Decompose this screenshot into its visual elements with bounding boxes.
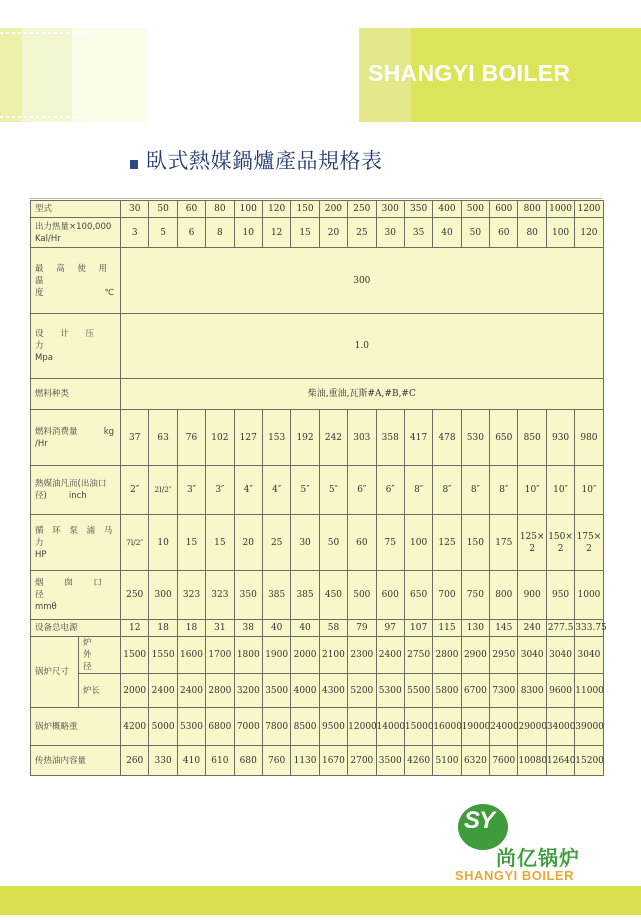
table-cell: 2800 bbox=[433, 637, 461, 674]
table-cell: 850 bbox=[518, 410, 546, 466]
logo-english-name: SHANGYI BOILER bbox=[455, 868, 574, 883]
table-cell: 240 bbox=[518, 620, 546, 637]
table-cell: 760 bbox=[262, 746, 290, 776]
table-cell: 24000 bbox=[490, 708, 518, 746]
cell-value: 2 bbox=[529, 543, 536, 554]
table-cell: 2100 bbox=[319, 637, 347, 674]
table-cell: 1000 bbox=[546, 201, 574, 218]
table-cell: 2950 bbox=[490, 637, 518, 674]
table-cell: 450 bbox=[319, 571, 347, 620]
header-decoration-left bbox=[0, 28, 148, 122]
table-cell: 800 bbox=[518, 201, 546, 218]
table-cell: 500 bbox=[348, 571, 376, 620]
table-cell: 4260 bbox=[404, 746, 432, 776]
table-cell: 11000 bbox=[575, 674, 603, 708]
row-label bbox=[31, 248, 121, 314]
table-cell: 58 bbox=[319, 620, 347, 637]
table-cell: 6 bbox=[177, 218, 205, 248]
table-cell: 650 bbox=[490, 410, 518, 466]
table-cell: 2700 bbox=[348, 746, 376, 776]
cell-label-text: 最 高 使 用 温 bbox=[35, 263, 113, 286]
table-cell: 1130 bbox=[291, 746, 319, 776]
cell-value: 125× bbox=[519, 531, 545, 542]
table-cell: 8″ bbox=[433, 466, 461, 515]
table-cell: 3040 bbox=[546, 637, 574, 674]
table-cell: 1500 bbox=[121, 637, 149, 674]
table-cell: 600 bbox=[376, 571, 404, 620]
table-cell: 15 bbox=[206, 515, 234, 571]
table-cell: 60 bbox=[348, 515, 376, 571]
table-cell: 900 bbox=[518, 571, 546, 620]
row-label bbox=[31, 515, 121, 571]
table-cell: 102 bbox=[206, 410, 234, 466]
header-brand-text: SHANGYI BOILER bbox=[368, 60, 571, 86]
celsius-unit: ℃ bbox=[104, 287, 115, 298]
unit-text: inch bbox=[68, 491, 87, 501]
table-cell: 2800 bbox=[206, 674, 234, 708]
table-cell: 478 bbox=[433, 410, 461, 466]
table-cell: 950 bbox=[546, 571, 574, 620]
table-cell: 250 bbox=[348, 201, 376, 218]
table-cell: 242 bbox=[319, 410, 347, 466]
table-cell: 15 bbox=[291, 218, 319, 248]
table-cell: 3 bbox=[121, 218, 149, 248]
table-row bbox=[31, 746, 604, 776]
table-cell: 10″ bbox=[546, 466, 574, 515]
row-label bbox=[31, 708, 121, 746]
table-row bbox=[31, 620, 604, 637]
table-cell bbox=[518, 515, 546, 571]
table-cell: 50 bbox=[319, 515, 347, 571]
table-cell: 9500 bbox=[319, 708, 347, 746]
table-cell: 130 bbox=[461, 620, 489, 637]
table-cell: 2900 bbox=[461, 637, 489, 674]
table-row bbox=[31, 674, 604, 708]
table-cell: 192 bbox=[291, 410, 319, 466]
table-cell: 410 bbox=[177, 746, 205, 776]
table-cell: 25 bbox=[348, 218, 376, 248]
cell-label-text: 传热油内容量 bbox=[35, 755, 87, 766]
table-cell: 5300 bbox=[177, 708, 205, 746]
table-cell: 10″ bbox=[518, 466, 546, 515]
cell-label-text: 循 环 泵 浦 马 力 bbox=[35, 525, 116, 548]
row-label bbox=[31, 314, 121, 379]
table-cell: 25 bbox=[262, 515, 290, 571]
table-cell: 3″ bbox=[177, 466, 205, 515]
table-cell: 107 bbox=[404, 620, 432, 637]
cell-label-text: HP bbox=[35, 549, 47, 560]
merged-cell: 1.0 bbox=[121, 314, 604, 379]
table-cell: 5000 bbox=[149, 708, 177, 746]
table-cell: 3040 bbox=[575, 637, 603, 674]
table-cell: 100 bbox=[404, 515, 432, 571]
cell-value: 175× bbox=[576, 531, 602, 542]
table-cell: 19000 bbox=[461, 708, 489, 746]
table-cell: 153 bbox=[262, 410, 290, 466]
unit-text: kg bbox=[103, 426, 115, 437]
square-bullet-icon bbox=[130, 160, 138, 169]
table-cell: 4200 bbox=[121, 708, 149, 746]
row-label bbox=[31, 410, 121, 466]
table-cell: 350 bbox=[404, 201, 432, 218]
table-cell: 20 bbox=[319, 218, 347, 248]
table-row bbox=[31, 637, 604, 674]
table-row bbox=[31, 379, 604, 410]
row-label bbox=[31, 620, 121, 637]
table-cell: 9600 bbox=[546, 674, 574, 708]
table-cell: 12640 bbox=[546, 746, 574, 776]
table-cell: 3500 bbox=[376, 746, 404, 776]
table-cell: 4300 bbox=[319, 674, 347, 708]
table-cell: 1200 bbox=[575, 201, 603, 218]
cell-value: 2 bbox=[586, 543, 592, 554]
table-cell: 3200 bbox=[234, 674, 262, 708]
table-cell: 38 bbox=[234, 620, 262, 637]
table-cell: 97 bbox=[376, 620, 404, 637]
table-row bbox=[31, 201, 604, 218]
table-cell: 2300 bbox=[348, 637, 376, 674]
table-cell: 12 bbox=[262, 218, 290, 248]
table-cell: 35 bbox=[404, 218, 432, 248]
cell-label-text: /Hr bbox=[35, 438, 48, 449]
table-cell: 120 bbox=[262, 201, 290, 218]
cell-label-text: 设 计 压 力 bbox=[35, 329, 101, 351]
table-cell: 200 bbox=[319, 201, 347, 218]
table-cell: 7000 bbox=[234, 708, 262, 746]
table-cell: 2″ bbox=[121, 466, 149, 515]
table-row bbox=[31, 571, 604, 620]
table-cell: 417 bbox=[404, 410, 432, 466]
cell-label-text: 锅炉尺寸 bbox=[35, 667, 70, 677]
table-cell: 30 bbox=[376, 218, 404, 248]
table-cell: 40 bbox=[433, 218, 461, 248]
row-group-label bbox=[31, 637, 79, 708]
row-label bbox=[31, 466, 121, 515]
table-cell: 4″ bbox=[262, 466, 290, 515]
cell-label-text: 出力热量×100,000 bbox=[35, 221, 112, 232]
table-cell: 60 bbox=[177, 201, 205, 218]
table-cell: 350 bbox=[234, 571, 262, 620]
row-label bbox=[79, 637, 121, 674]
table-cell: 980 bbox=[575, 410, 603, 466]
table-row bbox=[31, 708, 604, 746]
table-cell: 4″ bbox=[234, 466, 262, 515]
cell-label-text: 径 bbox=[83, 662, 92, 672]
table-cell: 300 bbox=[376, 201, 404, 218]
table-cell: 6320 bbox=[461, 746, 489, 776]
table-cell: 18 bbox=[177, 620, 205, 637]
table-cell: 76 bbox=[177, 410, 205, 466]
table-cell: 12 bbox=[121, 620, 149, 637]
table-cell: 333.75 bbox=[575, 620, 603, 637]
table-cell: 37 bbox=[121, 410, 149, 466]
table-cell: 5200 bbox=[348, 674, 376, 708]
table-cell: 30 bbox=[291, 515, 319, 571]
table-cell: 358 bbox=[376, 410, 404, 466]
table-cell: 5800 bbox=[433, 674, 461, 708]
cell-label-text: 度 bbox=[35, 287, 44, 298]
table-cell: 31 bbox=[206, 620, 234, 637]
table-cell: 34000 bbox=[546, 708, 574, 746]
table-row bbox=[31, 466, 604, 515]
table-cell: 600 bbox=[490, 201, 518, 218]
table-cell: 6″ bbox=[376, 466, 404, 515]
table-cell: 5300 bbox=[376, 674, 404, 708]
merged-cell: 300 bbox=[121, 248, 604, 314]
table-cell: 40 bbox=[291, 620, 319, 637]
table-cell: 7l/2″ bbox=[121, 515, 149, 571]
table-cell: 175 bbox=[490, 515, 518, 571]
table-cell: 5100 bbox=[433, 746, 461, 776]
cell-label-text: 烟 囱 口 径 bbox=[35, 578, 111, 600]
table-cell: 323 bbox=[177, 571, 205, 620]
row-label bbox=[31, 218, 121, 248]
table-cell: 7300 bbox=[490, 674, 518, 708]
table-cell: 7600 bbox=[490, 746, 518, 776]
cell-label-text: 型式 bbox=[35, 204, 53, 214]
table-cell: 260 bbox=[121, 746, 149, 776]
table-cell: 650 bbox=[404, 571, 432, 620]
decor-block bbox=[22, 28, 72, 122]
table-cell: 330 bbox=[149, 746, 177, 776]
table-cell: 120 bbox=[575, 218, 603, 248]
table-cell: 29000 bbox=[518, 708, 546, 746]
table-cell: 30 bbox=[121, 201, 149, 218]
cell-label-text: 设备总电源 bbox=[35, 623, 78, 633]
table-cell: 610 bbox=[206, 746, 234, 776]
table-cell: 303 bbox=[348, 410, 376, 466]
table-cell: 5″ bbox=[319, 466, 347, 515]
table-cell: 1670 bbox=[319, 746, 347, 776]
table-cell: 2l/2″ bbox=[149, 466, 177, 515]
table-cell: 15 bbox=[177, 515, 205, 571]
table-cell: 50 bbox=[149, 201, 177, 218]
table-cell: 300 bbox=[149, 571, 177, 620]
table-cell: 40 bbox=[262, 620, 290, 637]
cell-value: 150× bbox=[548, 531, 573, 542]
table-cell: 323 bbox=[206, 571, 234, 620]
cell-label-text: 炉 外 bbox=[83, 638, 98, 660]
cell-label-text: 熱媒油凡而(出油口 bbox=[35, 479, 107, 489]
table-cell: 2400 bbox=[149, 674, 177, 708]
table-cell bbox=[546, 515, 574, 571]
table-cell: 250 bbox=[121, 571, 149, 620]
table-cell: 75 bbox=[376, 515, 404, 571]
table-cell: 125 bbox=[433, 515, 461, 571]
table-cell: 150 bbox=[461, 515, 489, 571]
table-cell: 12000 bbox=[348, 708, 376, 746]
table-cell: 385 bbox=[291, 571, 319, 620]
table-cell: 39000 bbox=[575, 708, 603, 746]
table-cell: 400 bbox=[433, 201, 461, 218]
table-cell: 5500 bbox=[404, 674, 432, 708]
page-title-text: 臥式熱媒鍋爐產品規格表 bbox=[146, 149, 383, 173]
row-label bbox=[31, 379, 121, 410]
table-cell: 1600 bbox=[177, 637, 205, 674]
table-cell: 10080 bbox=[518, 746, 546, 776]
table-cell: 5″ bbox=[291, 466, 319, 515]
table-cell: 3040 bbox=[518, 637, 546, 674]
table-cell: 3500 bbox=[262, 674, 290, 708]
table-cell: 8300 bbox=[518, 674, 546, 708]
dotted-line bbox=[0, 116, 88, 118]
table-cell: 2000 bbox=[291, 637, 319, 674]
table-cell: 1800 bbox=[234, 637, 262, 674]
dotted-line bbox=[0, 32, 88, 34]
row-label bbox=[79, 674, 121, 708]
table-cell: 5 bbox=[149, 218, 177, 248]
table-cell: 8″ bbox=[404, 466, 432, 515]
table-cell: 6700 bbox=[461, 674, 489, 708]
table-cell: 1900 bbox=[262, 637, 290, 674]
table-cell: 18 bbox=[149, 620, 177, 637]
table-cell: 20 bbox=[234, 515, 262, 571]
table-cell: 10 bbox=[149, 515, 177, 571]
logo-chinese-name: 尚亿锅炉 bbox=[496, 846, 580, 870]
logo-mark-text: SY bbox=[464, 807, 495, 834]
title-divider bbox=[29, 198, 602, 199]
table-cell: 530 bbox=[461, 410, 489, 466]
row-label bbox=[31, 746, 121, 776]
table-cell: 2400 bbox=[177, 674, 205, 708]
cell-value: 2 bbox=[557, 543, 564, 554]
table-cell: 150 bbox=[291, 201, 319, 218]
table-cell: 4000 bbox=[291, 674, 319, 708]
table-cell: 680 bbox=[234, 746, 262, 776]
table-cell: 6″ bbox=[348, 466, 376, 515]
table-cell: 10″ bbox=[575, 466, 603, 515]
table-cell: 7800 bbox=[262, 708, 290, 746]
table-cell: 145 bbox=[490, 620, 518, 637]
cell-label-text: 径) bbox=[35, 491, 47, 501]
row-label bbox=[31, 201, 121, 218]
company-logo bbox=[455, 800, 605, 890]
table-cell: 2750 bbox=[404, 637, 432, 674]
cell-label-text: 燃料种类 bbox=[35, 389, 70, 399]
table-cell: 800 bbox=[490, 571, 518, 620]
table-cell: 8 bbox=[206, 218, 234, 248]
cell-label-text: 燃料消费量 bbox=[35, 426, 78, 437]
table-cell: 8″ bbox=[490, 466, 518, 515]
table-cell: 2000 bbox=[121, 674, 149, 708]
table-cell: 100 bbox=[234, 201, 262, 218]
table-cell: 80 bbox=[518, 218, 546, 248]
table-cell: 1000 bbox=[575, 571, 603, 620]
table-cell: 14000 bbox=[376, 708, 404, 746]
table-cell: 1700 bbox=[206, 637, 234, 674]
spec-table bbox=[30, 200, 607, 776]
table-cell: 127 bbox=[234, 410, 262, 466]
merged-cell: 柴油,重油,瓦斯#A,#B,#C bbox=[121, 379, 604, 410]
table-row bbox=[31, 314, 604, 379]
cell-label-text: Mpa bbox=[35, 353, 53, 363]
table-cell: 60 bbox=[490, 218, 518, 248]
table-cell: 700 bbox=[433, 571, 461, 620]
table-cell: 80 bbox=[206, 201, 234, 218]
table-row bbox=[31, 218, 604, 248]
table-cell: 10 bbox=[234, 218, 262, 248]
cell-label-text: 炉长 bbox=[83, 685, 101, 696]
cell-label-text: mmθ bbox=[35, 602, 57, 612]
table-cell: 385 bbox=[262, 571, 290, 620]
table-cell: 8500 bbox=[291, 708, 319, 746]
table-cell: 63 bbox=[149, 410, 177, 466]
footer-band bbox=[0, 886, 641, 915]
table-cell: 930 bbox=[546, 410, 574, 466]
table-cell: 50 bbox=[461, 218, 489, 248]
decor-block bbox=[72, 28, 148, 122]
table-cell: 6800 bbox=[206, 708, 234, 746]
page-title bbox=[130, 145, 383, 175]
table-row bbox=[31, 248, 604, 314]
table-row bbox=[31, 410, 604, 466]
table-cell: 500 bbox=[461, 201, 489, 218]
table-cell: 3″ bbox=[206, 466, 234, 515]
table-cell: 277.5 bbox=[546, 620, 574, 637]
table-cell: 750 bbox=[461, 571, 489, 620]
cell-label-text: 锅炉概略重 bbox=[35, 721, 78, 732]
table-row bbox=[31, 515, 604, 571]
table-cell: 79 bbox=[348, 620, 376, 637]
decor-block bbox=[0, 28, 22, 122]
table-cell: 16000 bbox=[433, 708, 461, 746]
cell-label-text: Kal/Hr bbox=[35, 233, 61, 244]
table-cell bbox=[575, 515, 603, 571]
table-cell: 115 bbox=[433, 620, 461, 637]
table-cell: 2400 bbox=[376, 637, 404, 674]
row-label bbox=[31, 571, 121, 620]
table-cell: 15200 bbox=[575, 746, 603, 776]
table-cell: 1550 bbox=[149, 637, 177, 674]
table-cell: 8″ bbox=[461, 466, 489, 515]
table-cell: 100 bbox=[546, 218, 574, 248]
table-cell: 15000 bbox=[404, 708, 432, 746]
